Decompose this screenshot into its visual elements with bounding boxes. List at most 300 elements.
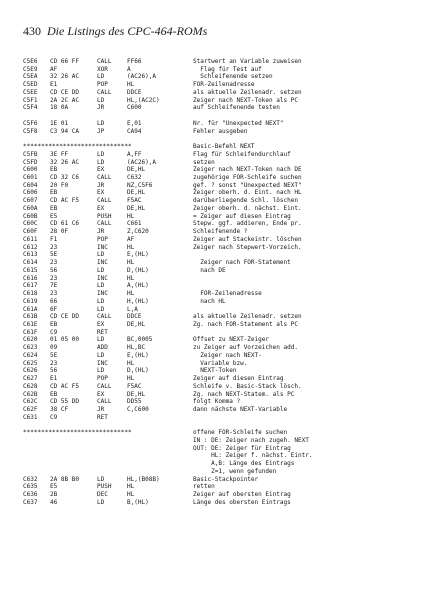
opcode-bytes: EB — [50, 390, 58, 398]
address: C624 — [23, 351, 38, 359]
operand: DE,HL — [127, 189, 146, 197]
comment: auf Schleifenende testen — [193, 104, 280, 112]
comment: setzen — [193, 158, 215, 166]
address: C5EA — [23, 73, 38, 81]
comment: Zeiger auf obersten Eintrag — [193, 491, 291, 499]
comment: FOR-Zeilenadresse — [193, 290, 262, 298]
comment: Zeiger auf Stackeintr. löschen — [193, 235, 302, 243]
opcode-bytes: C3 94 CA — [50, 127, 79, 135]
mnemonic: LD — [97, 150, 105, 158]
comment: FOR-Zeilenadresse — [193, 81, 255, 89]
comment: zu Zeiger auf Vorzeichen add. — [193, 344, 298, 352]
listing-row — [23, 329, 403, 337]
address: C60F — [23, 228, 38, 236]
address: C619 — [23, 297, 38, 305]
opcode-bytes: 23 — [50, 259, 58, 267]
opcode-bytes: CD 55 DD — [50, 398, 79, 406]
operand: D,(HL) — [127, 367, 149, 375]
operand: AF — [127, 235, 135, 243]
address: C60A — [23, 204, 38, 212]
comment: darüberliegende Schl. löschen — [193, 197, 298, 205]
opcode-bytes: EB — [50, 204, 58, 212]
opcode-bytes: 5E — [50, 351, 58, 359]
address: C61A — [23, 305, 38, 313]
address: C604 — [23, 181, 38, 189]
address: C62C — [23, 398, 38, 406]
mnemonic: CALL — [97, 382, 112, 390]
comment: IN : DE: Zeiger nach zugeh. NEXT — [193, 436, 309, 444]
mnemonic: POP — [97, 81, 108, 89]
address: C627 — [23, 375, 38, 383]
mnemonic: LD — [97, 251, 105, 259]
operand: (AC26),A — [127, 158, 156, 166]
listing-row — [23, 151, 403, 159]
comment: folgt Komma ? — [193, 398, 241, 406]
mnemonic: INC — [97, 259, 108, 267]
listing-row — [23, 306, 403, 314]
address: C623 — [23, 344, 38, 352]
mnemonic: DEC — [97, 491, 108, 499]
comment: offene FOR-Schleife suchen — [193, 429, 288, 437]
listing-row — [23, 66, 403, 74]
opcode-bytes: E5 — [50, 483, 58, 491]
operand: E,01 — [127, 119, 142, 127]
opcode-bytes: 46 — [50, 498, 58, 506]
listing-row — [23, 58, 403, 66]
opcode-bytes: 56 — [50, 266, 58, 274]
mnemonic: POP — [97, 375, 108, 383]
comment: Länge des obersten Eintrags — [193, 498, 291, 506]
listing-row — [23, 360, 403, 368]
listing-row — [23, 244, 403, 252]
listing-row — [23, 298, 403, 306]
opcode-bytes: 18 0A — [50, 104, 69, 112]
operand: DE,HL — [127, 390, 146, 398]
comment: Nr. für "Unexpected NEXT" — [193, 119, 284, 127]
listing-row — [23, 414, 403, 422]
address: C60B — [23, 212, 38, 220]
operand: HL — [127, 483, 135, 491]
listing-row — [23, 275, 403, 283]
listing-row — [23, 81, 403, 89]
comment: Fehler ausgeben — [193, 127, 248, 135]
mnemonic: EX — [97, 189, 105, 197]
opcode-bytes: CD AC F5 — [50, 197, 79, 205]
comment: = Zeiger auf diesen Eintrag — [193, 212, 291, 220]
comment: Schleife v. Basic-Stack lösch. — [193, 382, 302, 390]
address: C5E9 — [23, 65, 38, 73]
mnemonic: EX — [97, 320, 105, 328]
comment: Zeiger oberh. d. nächst. Eint. — [193, 204, 302, 212]
operand: CA94 — [127, 127, 142, 135]
mnemonic: RET — [97, 328, 108, 336]
mnemonic: ADD — [97, 344, 108, 352]
operand: HL,(B08B) — [127, 475, 160, 483]
listing-row — [23, 89, 403, 97]
mnemonic: JR — [97, 181, 105, 189]
address: C5FB — [23, 150, 38, 158]
comment: HL: Zeiger f. nächst. Eintr. — [193, 452, 313, 460]
comment: Zeiger nach NEXT-Token als PC — [193, 96, 298, 104]
address: C626 — [23, 367, 38, 375]
address: C620 — [23, 336, 38, 344]
listing-row — [23, 213, 403, 221]
page-number: 430 — [23, 24, 41, 38]
listing-row — [23, 236, 403, 244]
address: ****************************** — [23, 143, 132, 151]
comment: Zeiger nach NEXT- — [193, 351, 262, 359]
listing-row — [23, 120, 403, 128]
comment: nach HL — [193, 297, 226, 305]
mnemonic: INC — [97, 243, 108, 251]
operand: HL — [127, 290, 135, 298]
blank-line — [23, 135, 403, 143]
operand: HL,BC — [127, 344, 146, 352]
address: C62F — [23, 406, 38, 414]
operand: FF66 — [127, 58, 142, 65]
address: C611 — [23, 235, 38, 243]
opcode-bytes: 1E 01 — [50, 119, 69, 127]
listing-row — [23, 375, 403, 383]
operand: HL — [127, 359, 135, 367]
mnemonic: EX — [97, 204, 105, 212]
listing-row — [23, 468, 403, 476]
listing-row — [23, 483, 403, 491]
mnemonic: JP — [97, 127, 105, 135]
opcode-bytes: 09 — [50, 344, 58, 352]
comment: Offset zu NEXT-Zeiger — [193, 336, 270, 344]
operand: DE,HL — [127, 320, 146, 328]
opcode-bytes: 38 CF — [50, 406, 69, 414]
comment: Zeiger nach Stepwert-Vorzeich. — [193, 243, 302, 251]
address: C5E6 — [23, 58, 38, 65]
opcode-bytes: CD 61 C6 — [50, 220, 79, 228]
comment: OUT: DE: Zeiger für Eintrag — [193, 444, 291, 452]
listing-row — [23, 476, 403, 484]
listing-row — [23, 128, 403, 136]
opcode-bytes: 2A 8B B0 — [50, 475, 79, 483]
address: C60C — [23, 220, 38, 228]
address: C61E — [23, 320, 38, 328]
address: C61F — [23, 328, 38, 336]
mnemonic: LD — [97, 158, 105, 166]
mnemonic: EX — [97, 390, 105, 398]
mnemonic: POP — [97, 235, 108, 243]
mnemonic: LD — [97, 119, 105, 127]
mnemonic: CALL — [97, 197, 112, 205]
listing-row — [23, 383, 403, 391]
listing-row — [23, 437, 403, 445]
listing-row — [23, 391, 403, 399]
opcode-bytes: 6F — [50, 305, 58, 313]
blank-line — [23, 422, 403, 430]
opcode-bytes: 56 — [50, 367, 58, 375]
comment: Basic-Stackpointer — [193, 475, 259, 483]
mnemonic: LD — [97, 498, 105, 506]
comment: Zeiger oberh. d. Eint. nach HL — [193, 189, 302, 197]
operand: A,FF — [127, 150, 142, 158]
address: C606 — [23, 189, 38, 197]
mnemonic: CALL — [97, 220, 112, 228]
address: C61B — [23, 313, 38, 321]
comment: Startwert an Variable zuweisen — [193, 58, 302, 65]
mnemonic: CALL — [97, 313, 112, 321]
listing-row — [23, 398, 403, 406]
mnemonic: JR — [97, 406, 105, 414]
address: C5F6 — [23, 119, 38, 127]
listing-row — [23, 166, 403, 174]
opcode-bytes: C9 — [50, 328, 58, 336]
address: C612 — [23, 243, 38, 251]
operand: BC,0005 — [127, 336, 153, 344]
mnemonic: LD — [97, 305, 105, 313]
mnemonic: LD — [97, 351, 105, 359]
opcode-bytes: CD CE DD — [50, 313, 79, 321]
opcode-bytes: 66 — [50, 297, 58, 305]
operand: DDCE — [127, 313, 142, 321]
operand: HL — [127, 243, 135, 251]
address: C5EE — [23, 88, 38, 96]
address: C636 — [23, 491, 38, 499]
comment: Schleifenende setzen — [193, 73, 273, 81]
mnemonic: CALL — [97, 174, 112, 182]
blank-line — [23, 112, 403, 120]
operand: E,(HL) — [127, 251, 149, 259]
operand: F5AC — [127, 382, 142, 390]
opcode-bytes: 23 — [50, 243, 58, 251]
comment: als aktuelle Zeilenadr. setzen — [193, 88, 302, 96]
address: C614 — [23, 259, 38, 267]
assembly-listing — [23, 58, 403, 507]
listing-row — [23, 97, 403, 105]
address: C628 — [23, 382, 38, 390]
address: C637 — [23, 498, 38, 506]
opcode-bytes: EB — [50, 320, 58, 328]
opcode-bytes: E5 — [50, 212, 58, 220]
operand: D,(HL) — [127, 266, 149, 274]
comment: Zeiger nach FOR-Statement — [193, 259, 291, 267]
listing-row — [23, 174, 403, 182]
address: C607 — [23, 197, 38, 205]
opcode-bytes: 23 — [50, 274, 58, 282]
comment: NEXT-Token — [193, 367, 237, 375]
listing-row — [23, 104, 403, 112]
address: C600 — [23, 166, 38, 174]
listing-row — [23, 182, 403, 190]
opcode-bytes: 28 0F — [50, 228, 69, 236]
address: C601 — [23, 174, 38, 182]
mnemonic: EX — [97, 166, 105, 174]
comment: Zg. nach FOR-Statement als PC — [193, 320, 298, 328]
listing-row — [23, 352, 403, 360]
address: C5F4 — [23, 104, 38, 112]
opcode-bytes: CD AC F5 — [50, 382, 79, 390]
operand: C600 — [127, 104, 142, 112]
comment: Schleifenende ? — [193, 228, 248, 236]
operand: DDCE — [127, 88, 142, 96]
listing-row — [23, 367, 403, 375]
listing-row — [23, 267, 403, 275]
mnemonic: XOR — [97, 65, 108, 73]
listing-row — [23, 499, 403, 507]
listing-row — [23, 336, 403, 344]
operand: HL — [127, 491, 135, 499]
opcode-bytes: 01 05 00 — [50, 336, 79, 344]
opcode-bytes: EB — [50, 166, 58, 174]
address: C615 — [23, 266, 38, 274]
mnemonic: LD — [97, 297, 105, 305]
mnemonic: LD — [97, 266, 105, 274]
opcode-bytes: 3E FF — [50, 150, 69, 158]
operand: F5AC — [127, 197, 142, 205]
listing-row — [23, 460, 403, 468]
operand: L,A — [127, 305, 138, 313]
listing-row — [23, 406, 403, 414]
address: C632 — [23, 475, 38, 483]
address: C625 — [23, 359, 38, 367]
mnemonic: RET — [97, 413, 108, 421]
comment: als aktuelle Zeilenadr. setzen — [193, 313, 302, 321]
opcode-bytes: F1 — [50, 235, 58, 243]
operand: DE,HL — [127, 166, 146, 174]
operand: C632 — [127, 174, 142, 182]
opcode-bytes: 20 F0 — [50, 181, 69, 189]
operand: (AC26),A — [127, 73, 156, 81]
mnemonic: LD — [97, 336, 105, 344]
mnemonic: CALL — [97, 398, 112, 406]
comment: Z=1, wenn gefunden — [193, 467, 277, 475]
mnemonic: INC — [97, 274, 108, 282]
listing-row — [23, 452, 403, 460]
mnemonic: JR — [97, 104, 105, 112]
operand: H,(HL) — [127, 297, 149, 305]
address: C635 — [23, 483, 38, 491]
opcode-bytes: E1 — [50, 375, 58, 383]
listing-row — [23, 189, 403, 197]
opcode-bytes: CD 32 C6 — [50, 174, 79, 182]
operand: DD55 — [127, 398, 142, 406]
mnemonic: CALL — [97, 88, 112, 96]
mnemonic: CALL — [97, 58, 112, 65]
address: C5F1 — [23, 96, 38, 104]
mnemonic: PUSH — [97, 212, 112, 220]
mnemonic: INC — [97, 290, 108, 298]
address: C631 — [23, 413, 38, 421]
comment: nach DE — [193, 266, 226, 274]
comment: Zeiger nach NEXT-Token nach DE — [193, 166, 302, 174]
opcode-bytes: 2A 2C AC — [50, 96, 79, 104]
operand: HL — [127, 259, 135, 267]
page-header — [23, 24, 401, 39]
operand: HL — [127, 81, 135, 89]
address: C5ED — [23, 81, 38, 89]
opcode-bytes: C9 — [50, 413, 58, 421]
operand: HL — [127, 274, 135, 282]
address: C617 — [23, 282, 38, 290]
comment: zugehörige FOR-Schleife suchen — [193, 174, 302, 182]
listing-row — [23, 73, 403, 81]
comment: A,B: Länge des Eintrags — [193, 460, 295, 468]
comment: Variable bzw. — [193, 359, 248, 367]
comment: Zeiger auf diesen Eintrag — [193, 375, 284, 383]
listing-row — [23, 445, 403, 453]
operand: Z,C620 — [127, 228, 149, 236]
listing-row — [23, 251, 403, 259]
opcode-bytes: 32 26 AC — [50, 158, 79, 166]
listing-row — [23, 159, 403, 167]
address: C5F8 — [23, 127, 38, 135]
operand: HL — [127, 375, 135, 383]
section-header-row — [23, 429, 403, 437]
listing-row — [23, 220, 403, 228]
opcode-bytes: E1 — [50, 81, 58, 89]
listing-row — [23, 290, 403, 298]
listing-row — [23, 282, 403, 290]
listing-row — [23, 205, 403, 213]
page-title: Die Listings des CPC-464-ROMs — [47, 24, 208, 38]
comment: dann nächste NEXT-Variable — [193, 406, 288, 414]
operand: HL — [127, 212, 135, 220]
operand: B,(HL) — [127, 498, 149, 506]
listing-row — [23, 228, 403, 236]
mnemonic: LD — [97, 282, 105, 290]
comment: Stepw. ggf. addieren, Ende pr. — [193, 220, 302, 228]
opcode-bytes: 23 — [50, 359, 58, 367]
mnemonic: LD — [97, 475, 105, 483]
mnemonic: PUSH — [97, 483, 112, 491]
section-header-row — [23, 143, 403, 151]
listing-row — [23, 197, 403, 205]
comment: Zg. nach NEXT-Statem. als PC — [193, 390, 295, 398]
comment: Basic-Befehl NEXT — [193, 143, 255, 151]
listing-row — [23, 313, 403, 321]
opcode-bytes: EB — [50, 189, 58, 197]
operand: C661 — [127, 220, 142, 228]
listing-row — [23, 321, 403, 329]
mnemonic: LD — [97, 367, 105, 375]
operand: A,(HL) — [127, 282, 149, 290]
opcode-bytes: 23 — [50, 290, 58, 298]
opcode-bytes: 32 26 AC — [50, 73, 79, 81]
opcode-bytes: 2B — [50, 491, 58, 499]
comment: retten — [193, 483, 215, 491]
opcode-bytes: AF — [50, 65, 58, 73]
opcode-bytes: CD CE DD — [50, 88, 79, 96]
mnemonic: INC — [97, 359, 108, 367]
listing-row — [23, 491, 403, 499]
address: C5FD — [23, 158, 38, 166]
operand: E,(HL) — [127, 351, 149, 359]
mnemonic: JR — [97, 228, 105, 236]
address: ****************************** — [23, 429, 132, 437]
mnemonic: LD — [97, 73, 105, 81]
opcode-bytes: 5E — [50, 251, 58, 259]
comment: gef. ? sonst "Unexpected NEXT" — [193, 181, 302, 189]
address: C616 — [23, 274, 38, 282]
listing-row — [23, 259, 403, 267]
operand: C,C600 — [127, 406, 149, 414]
opcode-bytes: CD 66 FF — [50, 58, 79, 65]
operand: HL,(AC2C) — [127, 96, 160, 104]
comment: Flag für Test auf — [193, 65, 262, 73]
address: C618 — [23, 290, 38, 298]
mnemonic: LD — [97, 96, 105, 104]
opcode-bytes: 7E — [50, 282, 58, 290]
address: C613 — [23, 251, 38, 259]
comment: Flag für Schleifendurchlauf — [193, 150, 291, 158]
operand: NZ,C5F6 — [127, 181, 153, 189]
operand: DE,HL — [127, 204, 146, 212]
